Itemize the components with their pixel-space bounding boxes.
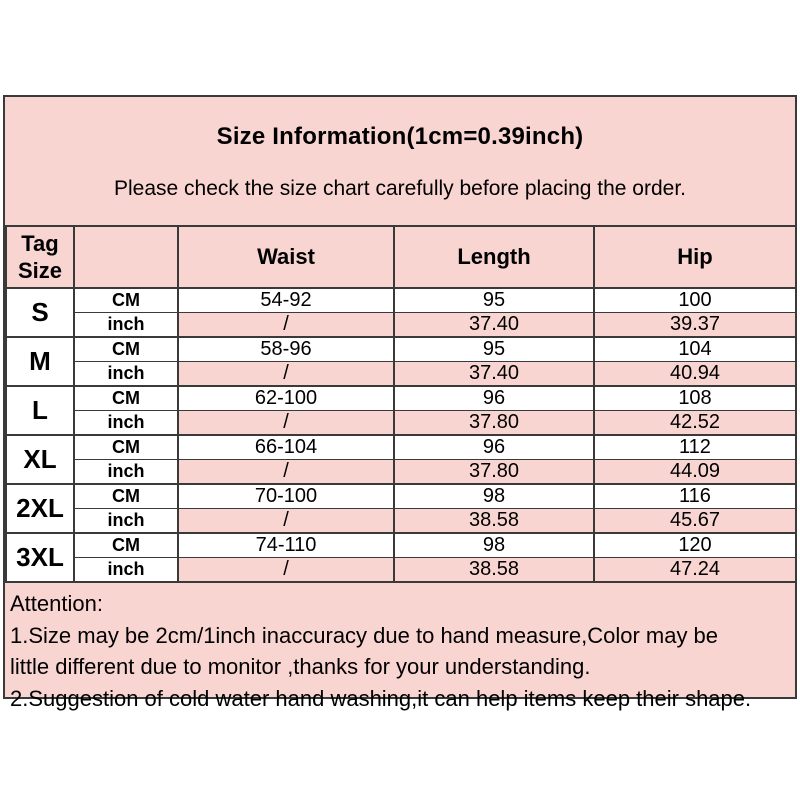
table-row — [6, 484, 796, 509]
waist-cm-value: 54-92 — [178, 288, 394, 313]
waist-inch-value: / — [178, 362, 394, 387]
unit-label-cm: CM — [74, 386, 178, 411]
length-cm-value: 95 — [394, 337, 594, 362]
size-label: L — [6, 386, 74, 435]
table-row — [6, 509, 796, 534]
attention-line: 2.Suggestion of cold water hand washing,it can help items keep their shape. — [10, 685, 752, 711]
waist-cm-value: 66-104 — [178, 435, 394, 460]
attention-heading: Attention: — [10, 591, 103, 616]
unit-label-inch: inch — [74, 558, 178, 583]
waist-cm-value: 62-100 — [178, 386, 394, 411]
length-inch-value: 38.58 — [394, 558, 594, 583]
unit-label-inch: inch — [74, 362, 178, 387]
unit-label-cm: CM — [74, 484, 178, 509]
col-header-unit — [74, 226, 178, 288]
size-label: S — [6, 288, 74, 337]
size-group-2xl — [6, 484, 796, 533]
waist-cm-value: 70-100 — [178, 484, 394, 509]
length-inch-value: 37.40 — [394, 362, 594, 387]
waist-inch-value: / — [178, 411, 394, 436]
hip-cm-value: 108 — [594, 386, 796, 411]
table-row — [6, 337, 796, 362]
hip-inch-value: 39.37 — [594, 313, 796, 338]
table-row — [6, 558, 796, 583]
table-row — [6, 533, 796, 558]
table-row — [6, 288, 796, 313]
col-header-waist: Waist — [178, 226, 394, 288]
hip-inch-value: 44.09 — [594, 460, 796, 485]
size-label: 2XL — [6, 484, 74, 533]
hip-cm-value: 104 — [594, 337, 796, 362]
size-group-l — [6, 386, 796, 435]
waist-inch-value: / — [178, 509, 394, 534]
unit-label-inch: inch — [74, 411, 178, 436]
attention-line: little different due to monitor ,thanks for your understanding. — [10, 654, 591, 679]
col-header-length: Length — [394, 226, 594, 288]
attention-note — [5, 583, 795, 714]
size-chart-table — [5, 225, 797, 583]
length-cm-value: 96 — [394, 386, 594, 411]
length-cm-value: 95 — [394, 288, 594, 313]
hip-cm-value: 112 — [594, 435, 796, 460]
size-label: 3XL — [6, 533, 74, 582]
col-header-tag-size: Tag Size — [6, 226, 74, 288]
unit-label-cm: CM — [74, 533, 178, 558]
waist-inch-value: / — [178, 313, 394, 338]
size-label: XL — [6, 435, 74, 484]
col-header-hip: Hip — [594, 226, 796, 288]
unit-label-inch: inch — [74, 313, 178, 338]
title-block — [5, 97, 795, 225]
unit-label-cm: CM — [74, 435, 178, 460]
unit-label-cm: CM — [74, 288, 178, 313]
waist-cm-value: 74-110 — [178, 533, 394, 558]
table-row — [6, 386, 796, 411]
size-group-3xl — [6, 533, 796, 582]
page-subtitle: Please check the size chart carefully before placing the order. — [114, 177, 686, 200]
table-row — [6, 435, 796, 460]
size-group-s — [6, 288, 796, 337]
length-cm-value: 96 — [394, 435, 594, 460]
hip-inch-value: 47.24 — [594, 558, 796, 583]
table-row — [6, 362, 796, 387]
unit-label-cm: CM — [74, 337, 178, 362]
length-inch-value: 37.80 — [394, 460, 594, 485]
waist-cm-value: 58-96 — [178, 337, 394, 362]
hip-cm-value: 100 — [594, 288, 796, 313]
hip-inch-value: 40.94 — [594, 362, 796, 387]
table-row — [6, 460, 796, 485]
size-group-m — [6, 337, 796, 386]
table-row — [6, 411, 796, 436]
hip-inch-value: 45.67 — [594, 509, 796, 534]
unit-label-inch: inch — [74, 509, 178, 534]
table-header-row — [6, 226, 796, 288]
page-title: Size Information(1cm=0.39inch) — [216, 123, 584, 150]
length-cm-value: 98 — [394, 533, 594, 558]
hip-cm-value: 120 — [594, 533, 796, 558]
attention-line: 1.Size may be 2cm/1inch inaccuracy due to hand measure,Color may be — [10, 622, 719, 648]
hip-inch-value: 42.52 — [594, 411, 796, 436]
length-cm-value: 98 — [394, 484, 594, 509]
hip-cm-value: 116 — [594, 484, 796, 509]
unit-label-inch: inch — [74, 460, 178, 485]
size-label: M — [6, 337, 74, 386]
table-row — [6, 313, 796, 338]
waist-inch-value: / — [178, 460, 394, 485]
length-inch-value: 38.58 — [394, 509, 594, 534]
size-group-xl — [6, 435, 796, 484]
waist-inch-value: / — [178, 558, 394, 583]
length-inch-value: 37.40 — [394, 313, 594, 338]
length-inch-value: 37.80 — [394, 411, 594, 436]
size-info-panel — [3, 95, 797, 711]
